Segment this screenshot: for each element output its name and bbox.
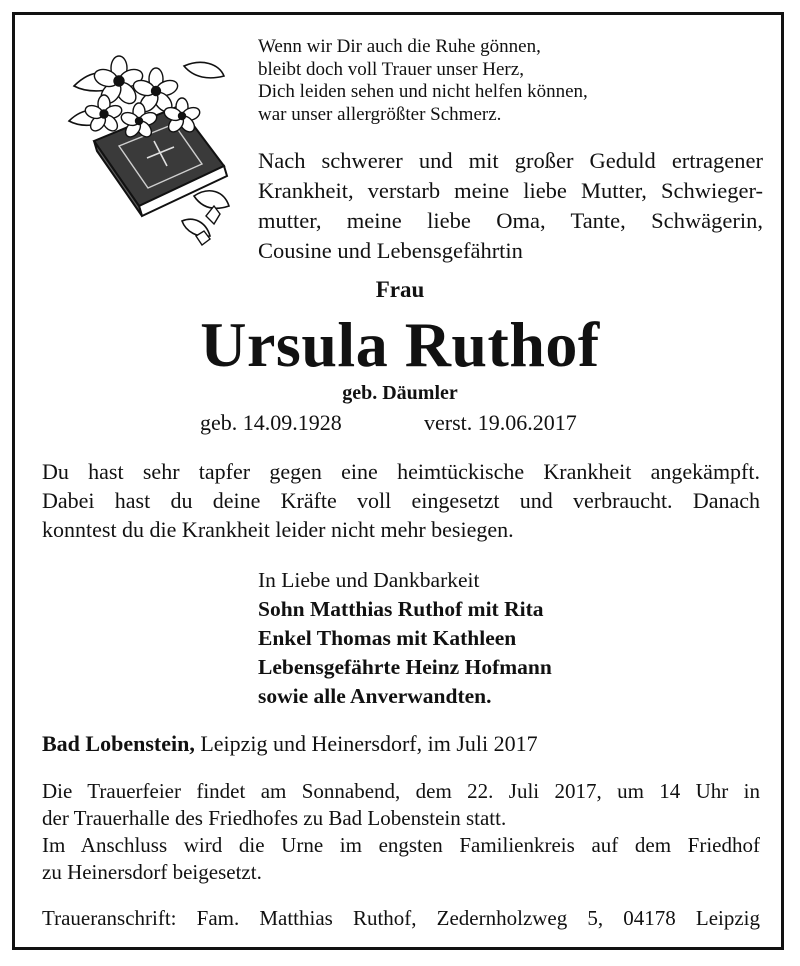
place-rest: Leipzig und Heinersdorf, im Juli 2017	[194, 731, 538, 756]
mourning-address	[42, 906, 760, 931]
funeral-line: zu Heinersdorf beigesetzt.	[42, 860, 262, 884]
flowers-and-bible-icon	[64, 46, 234, 246]
intro-line: Nach schwerer und mit großer Geduld ertragener	[258, 148, 763, 173]
place-and-date	[42, 731, 538, 757]
poem-line: war unser allergrößter Schmerz.	[258, 103, 502, 125]
mourner: Lebensgefährte Heinz Hofmann	[258, 655, 552, 679]
death-announcement	[258, 146, 763, 266]
title: Frau	[375, 277, 425, 302]
tribute-line: Dabei hast du deine Kräfte voll eingesetzt und verbraucht. Danach	[42, 488, 760, 513]
intro-line: Krankheit, verstarb meine liebe Mutter, Schwieger-	[258, 178, 763, 203]
tribute-text	[42, 457, 760, 544]
address-text: Traueranschrift: Fam. Matthias Ruthof, Zedernholzweg 5, 04178 Leipzig	[42, 906, 760, 930]
poem-line: bleibt doch voll Trauer unser Herz,	[258, 58, 524, 80]
funeral-line: Die Trauerfeier findet am Sonnabend, dem 22. Juli 2017, um 14 Uhr in	[42, 779, 760, 803]
poem-line: Wenn wir Dir auch die Ruhe gönnen,	[258, 36, 541, 57]
tribute-line: Du hast sehr tapfer gegen eine heimtückische Krankheit angekämpft.	[42, 459, 760, 484]
mourners-list	[258, 566, 552, 711]
intro-line: Cousine und Lebensgefährtin	[258, 238, 523, 263]
funeral-info	[42, 778, 760, 886]
poem-line: Dich leiden sehen und nicht helfen können,	[258, 81, 588, 102]
intro-line: mutter, meine liebe Oma, Tante, Schwägerin,	[258, 208, 763, 233]
birth-date: geb. 14.09.1928	[200, 410, 342, 435]
maiden-name: geb. Däumler	[342, 382, 458, 404]
mourner: Enkel Thomas mit Kathleen	[258, 626, 517, 650]
deceased-name: Ursula Ruthof	[200, 309, 600, 380]
funeral-line: Im Anschluss wird die Urne im engsten Familienkreis auf dem Friedhof	[42, 833, 760, 857]
place-bold: Bad Lobenstein,	[42, 731, 195, 756]
poem	[258, 36, 588, 126]
death-date: verst. 19.06.2017	[424, 410, 577, 435]
funeral-line: der Trauerhalle des Friedhofes zu Bad Lobenstein statt.	[42, 806, 507, 830]
mourner: sowie alle Anverwandten.	[258, 684, 492, 708]
tribute-line: konntest du die Krankheit leider nicht mehr besiegen.	[42, 517, 514, 542]
mourner: Sohn Matthias Ruthof mit Rita	[258, 597, 544, 621]
mourners-intro: In Liebe und Dankbarkeit	[258, 568, 480, 592]
